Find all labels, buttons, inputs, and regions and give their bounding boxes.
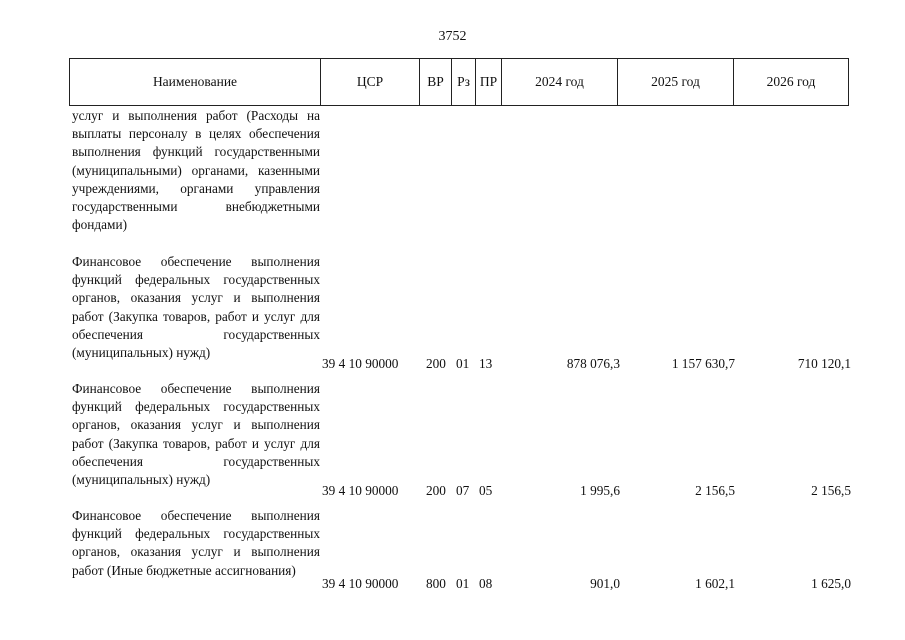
table-row <box>0 507 905 593</box>
header-2025: 2025 год <box>618 59 734 105</box>
row-2025: 2 156,5 <box>695 482 735 498</box>
row-2026: 710 120,1 <box>797 355 851 371</box>
header-2024: 2024 год <box>502 59 618 105</box>
row-vr: 200 <box>426 355 446 371</box>
header-2026: 2026 год <box>766 74 816 89</box>
row-name: Финансовое обеспечение выполнения функций федеральных государственных органов, оказания услуг и выполнения работ (Закупка товаров, работ и услуг для обеспечения государственных (муниципальных) нужд) <box>72 381 320 488</box>
table-row <box>0 107 905 253</box>
row-pr: 08 <box>479 575 493 591</box>
table-row <box>0 253 905 373</box>
row-rz: 07 <box>456 482 470 498</box>
row-2024: 1 995,6 <box>580 482 620 498</box>
header-rz: Рз <box>452 59 476 105</box>
row-csr: 39 4 10 90000 <box>322 355 399 371</box>
row-pr: 05 <box>479 482 493 498</box>
row-2026: 2 156,5 <box>811 482 851 498</box>
row-rz: 01 <box>456 575 470 591</box>
row-2025: 1 602,1 <box>695 575 735 591</box>
row-name: Финансовое обеспечение выполнения функций федеральных государственных органов, оказания услуг и выполнения работ (Иные бюджетные ассигнования) <box>72 508 320 578</box>
row-pr: 13 <box>479 355 493 371</box>
page-number: 3752 <box>438 29 467 44</box>
row-csr: 39 4 10 90000 <box>322 482 399 498</box>
row-csr: 39 4 10 90000 <box>322 575 399 591</box>
row-vr: 200 <box>426 482 446 498</box>
header-vr: ВР <box>420 59 452 105</box>
table-row <box>0 380 905 500</box>
row-vr: 800 <box>426 575 446 591</box>
row-2024: 901,0 <box>590 575 620 591</box>
header-name: Наименование <box>70 59 321 105</box>
header-pr: ПР <box>476 59 502 105</box>
row-2026: 1 625,0 <box>811 575 851 591</box>
row-name: услуг и выполнения работ (Расходы на выплаты персоналу в целях обеспечения выполнения функций государственными (муниципальными) органами, казенными учреждениями, органами управления государственными внебюджетными фондами) <box>72 108 320 233</box>
table-header <box>69 58 849 106</box>
row-2024: 878 076,3 <box>566 355 620 371</box>
row-name: Финансовое обеспечение выполнения функций федеральных государственных органов, оказания услуг и выполнения работ (Закупка товаров, работ и услуг для обеспечения государственных (муниципальных) нужд) <box>72 254 320 361</box>
header-csr: ЦСР <box>321 59 420 105</box>
row-rz: 01 <box>456 355 470 371</box>
row-2025: 1 157 630,7 <box>671 355 735 371</box>
